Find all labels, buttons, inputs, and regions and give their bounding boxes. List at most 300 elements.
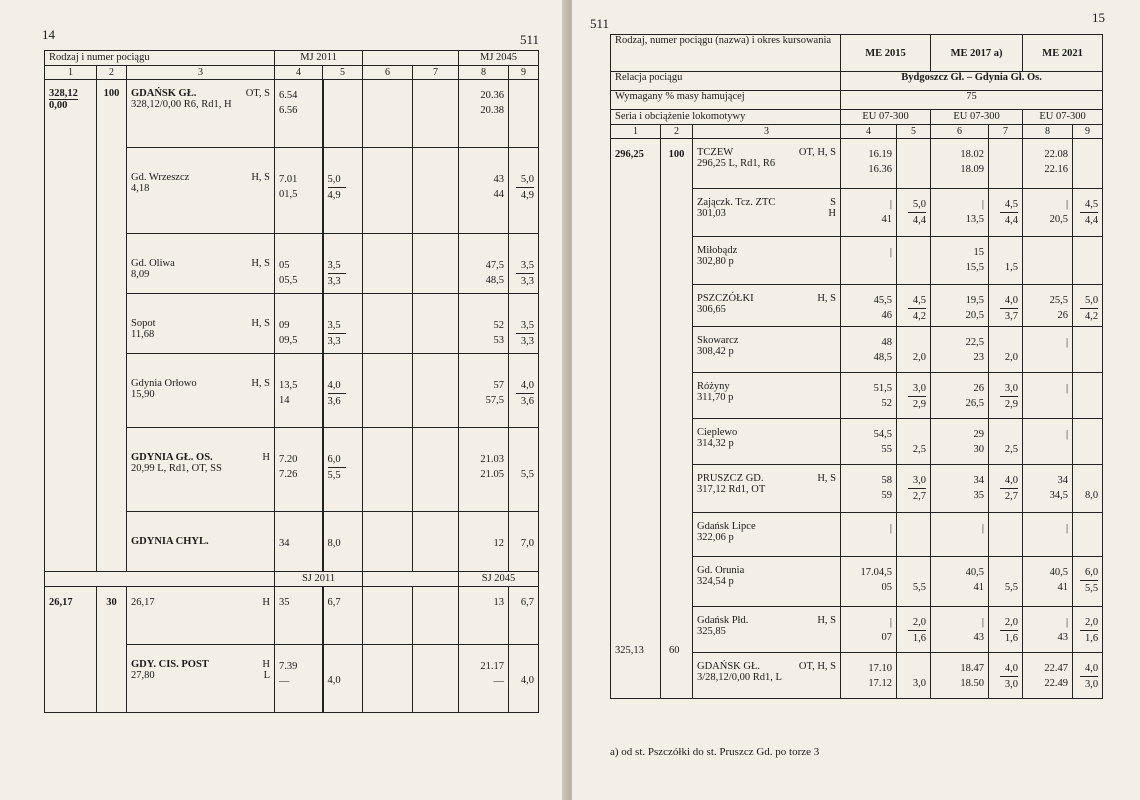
left-run-2045-val-top: 7,0 — [520, 538, 535, 549]
right-time-me2021-val-top: | — [1065, 337, 1069, 348]
left-page — [0, 0, 568, 800]
right-run-me2015 — [897, 139, 931, 189]
left-time-2011-val-top: 09 — [279, 320, 290, 331]
right-header-me2017: ME 2017 a) — [931, 35, 1023, 72]
right-time-me2017-val — [935, 615, 984, 645]
right-run-me2021 — [1073, 419, 1103, 465]
right-time-me2015-val-bottom: 16.36 — [868, 164, 893, 175]
left-time-2045 — [459, 645, 509, 713]
right-time-me2021 — [1023, 419, 1073, 465]
seria-value-2: EU 07-300 — [931, 110, 1023, 125]
left-run-2045-val-top: 5,0 — [516, 172, 534, 188]
right-time-me2017-val-top: 40,5 — [965, 567, 985, 578]
left-station-km-code: L — [263, 670, 271, 681]
right-time-me2015-val-top: 51,5 — [873, 383, 893, 394]
right-time-me2015-val-bottom: 05 — [881, 582, 893, 593]
right-station-km-line — [697, 484, 836, 495]
left-time-2045-val-bottom: 44 — [493, 189, 505, 200]
left-empty-col6 — [363, 148, 413, 234]
right-page — [572, 0, 1140, 800]
left-run-2011-val — [328, 88, 359, 103]
right-time-me2021-val-bottom: 43 — [1057, 632, 1069, 643]
right-station-codes: OT, H, S — [798, 661, 837, 672]
left-empty-col6 — [363, 512, 413, 572]
right-time-me2021-val — [1027, 197, 1068, 227]
left-run-2045 — [509, 587, 539, 645]
left-time-2045-val-top: 12 — [493, 538, 505, 549]
right-time-me2015 — [841, 557, 897, 607]
left-time-2045 — [459, 512, 509, 572]
right-time-me2017-val-top: 19,5 — [965, 295, 985, 306]
left-time-2045-val-bottom: 20.38 — [480, 105, 505, 116]
right-time-me2017-val — [935, 381, 984, 411]
left-station-name-line — [131, 318, 270, 329]
right-time-me2021-val-bottom: 20,5 — [1049, 214, 1069, 225]
right-station-name-line — [697, 197, 836, 208]
left-empty-col7 — [413, 512, 459, 572]
right-run-me2021-val-bottom: 3,0 — [1084, 679, 1099, 690]
left-time-2045-val-top: 57 — [493, 380, 505, 391]
right-time-me2015-val — [845, 615, 892, 645]
right-run-me2015-val-top: 4,5 — [908, 293, 926, 309]
left-run-2011-val — [328, 172, 359, 203]
right-run-me2017-val — [993, 661, 1018, 692]
right-run-me2017-val-bottom: 2,0 — [1004, 352, 1019, 363]
right-run-me2015-val-bottom: 2,9 — [912, 399, 927, 410]
right-station-km: 325,85 — [697, 626, 726, 637]
left-run-2045-val: 4,0 — [520, 675, 535, 686]
right-time-me2021-val-bottom: 22.16 — [1044, 164, 1069, 175]
left-time-2045 — [459, 234, 509, 294]
left-station-name-line — [131, 452, 270, 463]
right-time-me2017-val-bottom: 15,5 — [965, 262, 985, 273]
right-run-me2017-val-top: 3,0 — [1000, 381, 1018, 397]
right-time-me2021-val-top: | — [1065, 383, 1069, 394]
left-time-2045-val-bottom: — — [493, 676, 505, 687]
right-time-me2015-val-bottom: 17.12 — [868, 678, 893, 689]
right-time-me2017-val — [935, 147, 984, 177]
right-time-me2021-val — [1027, 565, 1068, 595]
left-empty-col6 — [363, 80, 413, 148]
right-time-me2021-val-bottom: 34,5 — [1049, 490, 1069, 501]
right-run-me2017-val — [993, 245, 1018, 275]
left-time-2045-val — [463, 452, 504, 482]
left-sj-2011: SJ 2011 — [275, 572, 363, 587]
right-time-me2017-val-top: 26 — [973, 383, 985, 394]
relacja-value: Bydgoszcz Gł. – Gdynia Gł. Os. — [841, 72, 1103, 91]
right-run-me2017-val-top: 2,0 — [1000, 615, 1018, 631]
right-time-me2015-val-bottom: 59 — [881, 490, 893, 501]
right-time-me2021-val-top: | — [1065, 199, 1069, 210]
right-time-me2015-val-top: | — [889, 523, 893, 534]
right-col-number: 6 — [931, 125, 989, 139]
right-run-me2017-val — [993, 381, 1018, 412]
left-time-2011-val — [279, 452, 318, 482]
seria-label: Seria i obciążenie lokomotywy — [611, 110, 841, 125]
left-empty-col6 — [363, 428, 413, 512]
left-empty-col6 — [363, 234, 413, 294]
right-run-me2017 — [989, 419, 1023, 465]
left-time-2045-val-top: 20.36 — [480, 90, 505, 101]
right-run-me2021-val — [1077, 427, 1098, 442]
left-col-number: 9 — [509, 66, 539, 80]
right-station-cell — [693, 327, 841, 373]
right-station-name: Gd. Orunia — [697, 565, 745, 576]
right-run-me2017-val-top: 4,0 — [1000, 473, 1018, 489]
right-time-me2021-val-top: | — [1065, 429, 1069, 440]
right-time-me2017-val-top: 15 — [973, 247, 985, 258]
right-col-number: 8 — [1023, 125, 1073, 139]
right-time-me2015-val-bottom: 46 — [881, 310, 893, 321]
left-run-2011-val — [328, 258, 359, 289]
right-col-number: 3 — [693, 125, 841, 139]
left-station-cell — [127, 587, 275, 645]
right-time-me2021-val-top: 40,5 — [1049, 567, 1069, 578]
right-station-km-line — [697, 304, 836, 315]
right-run-me2017-val-bottom: 3,0 — [1004, 679, 1019, 690]
left-run-2045 — [509, 512, 539, 572]
right-run-me2021-val — [1077, 615, 1098, 646]
right-km-end: 325,13 — [615, 645, 644, 656]
left-page-number: 14 — [42, 27, 55, 42]
right-time-me2021-val — [1027, 661, 1068, 691]
left-run-2011-val-bottom: 3,3 — [327, 276, 341, 287]
left-time-2011-val-bottom: 14 — [279, 395, 290, 406]
right-time-me2021-val — [1027, 615, 1068, 645]
left-time-2045-val — [463, 378, 504, 408]
right-time-me2017-val — [935, 427, 984, 457]
right-run-me2021 — [1073, 465, 1103, 513]
right-run-me2015-val — [901, 245, 926, 260]
left-empty-col7 — [413, 354, 459, 428]
right-time-me2017 — [931, 189, 989, 237]
left-time-2045-val — [463, 258, 504, 288]
left-run-2045 — [509, 428, 539, 512]
right-run-me2021-val-bottom: 8,0 — [1084, 490, 1099, 501]
right-time-me2017-val-top: 34 — [973, 475, 985, 486]
left-time-2011 — [275, 428, 323, 512]
right-time-me2021 — [1023, 237, 1073, 285]
right-time-me2015-val — [845, 381, 892, 411]
right-run-me2021-val — [1077, 293, 1098, 324]
left-run-2011-val-bottom: 5,5 — [327, 470, 341, 481]
right-run-me2017 — [989, 557, 1023, 607]
right-run-me2017-val-bottom: 2,5 — [1004, 444, 1019, 455]
right-header-title: Rodzaj, numer pociągu (nazwa) i okres kursowania — [611, 35, 841, 72]
left-station-cell — [127, 354, 275, 428]
right-time-me2017-val-top: | — [981, 523, 985, 534]
right-run-me2015-val — [901, 197, 926, 228]
right-run-me2021 — [1073, 653, 1103, 699]
right-run-me2021-val — [1077, 521, 1098, 536]
left-station-name-line — [131, 378, 270, 389]
right-run-me2015-val — [901, 661, 926, 691]
right-table-code: 511 — [590, 16, 610, 31]
right-run-me2021-val — [1077, 147, 1098, 162]
right-station-km: 302,80 p — [697, 256, 734, 267]
right-station-km: 301,03 — [697, 208, 726, 219]
left-time-2045-val-bottom: 53 — [493, 335, 505, 346]
left-station-name: GDAŃSK GŁ. — [131, 88, 197, 99]
left-station-cell — [127, 148, 275, 234]
right-run-me2021 — [1073, 139, 1103, 189]
right-time-me2017-val-bottom: 35 — [973, 490, 985, 501]
left-time-2011-val-top: 6.54 — [279, 90, 298, 101]
left-time-2011-val — [279, 318, 318, 348]
right-time-me2021-val — [1027, 245, 1068, 260]
right-run-me2017-val-bottom: 2,9 — [1004, 399, 1019, 410]
left-run-2011 — [323, 80, 363, 148]
right-time-me2021-val-bottom: 26 — [1057, 310, 1069, 321]
left-station-km-line — [131, 670, 270, 681]
seria-value-3: EU 07-300 — [1023, 110, 1103, 125]
left-run-2011-val-bottom: 3,3 — [327, 336, 341, 347]
right-col-number: 5 — [897, 125, 931, 139]
left-km-start: 328,12 — [49, 88, 78, 99]
right-train-col2: 100 — [668, 149, 685, 160]
left-run-2011-val-bottom: 4,9 — [327, 190, 341, 201]
right-station-km-line — [697, 626, 836, 637]
left-train-end: 30 — [97, 587, 127, 713]
right-station-name-line — [697, 147, 836, 158]
left-run-2011 — [323, 587, 363, 645]
left-empty-col7 — [413, 148, 459, 234]
right-run-me2015-val-bottom: 4,4 — [912, 215, 927, 226]
left-run-2045-val — [513, 258, 534, 289]
right-time-me2015-val-top: | — [889, 247, 893, 258]
left-col-number: 7 — [413, 66, 459, 80]
left-station-km: 11,68 — [131, 329, 155, 340]
left-time-2011-val-top: 13,5 — [279, 380, 298, 391]
left-time-2045-val-top: 43 — [493, 174, 505, 185]
left-run-2045-val — [513, 172, 534, 203]
left-time-2045-val-top: 52 — [493, 320, 505, 331]
right-time-me2015-val-top: 17.10 — [868, 663, 893, 674]
right-time-me2015-val-top: 17.04,5 — [860, 567, 893, 578]
left-header-mj2011: MJ 2011 — [275, 51, 363, 66]
right-run-me2015-val — [901, 473, 926, 504]
left-sj-blank — [45, 572, 275, 587]
right-run-me2015-val — [901, 147, 926, 162]
right-time-me2017-val-bottom: 18.50 — [960, 678, 985, 689]
left-time-2011-val — [279, 536, 318, 551]
right-time-me2017-val — [935, 197, 984, 227]
left-run-2045-val-bottom: 3,3 — [520, 336, 535, 347]
left-run-2011 — [323, 294, 363, 354]
left-station-km: 15,90 — [131, 389, 155, 400]
left-empty-col7 — [413, 294, 459, 354]
right-time-me2015-val-bottom: 07 — [881, 632, 893, 643]
left-time-2011-val-bottom: 7.26 — [279, 469, 298, 480]
right-time-me2021 — [1023, 139, 1073, 189]
left-station-cell — [127, 645, 275, 713]
left-time-2011-val — [279, 659, 318, 689]
left-time-2045 — [459, 354, 509, 428]
left-run-2011-val-top: 5,0 — [328, 172, 346, 188]
right-run-me2021-val-top: 2,0 — [1080, 615, 1098, 631]
seria-value-1: EU 07-300 — [841, 110, 931, 125]
right-station-km-line — [697, 438, 836, 449]
left-run-2011 — [323, 234, 363, 294]
right-station-km: 311,70 p — [697, 392, 734, 403]
right-station-name: Gdańsk Płd. — [697, 615, 749, 626]
right-time-me2021-val-top: 22.47 — [1044, 663, 1069, 674]
right-timetable — [610, 34, 1103, 699]
right-time-me2015 — [841, 285, 897, 327]
right-time-me2017-val-bottom: 18.09 — [960, 164, 985, 175]
right-time-me2015 — [841, 513, 897, 557]
left-col-number: 4 — [275, 66, 323, 80]
left-time-2011-val-bottom: 6.56 — [279, 105, 298, 116]
right-time-me2015-val-top: 48 — [881, 337, 893, 348]
right-time-me2017 — [931, 653, 989, 699]
hamulec-value: 75 — [841, 91, 1103, 110]
right-run-me2015 — [897, 557, 931, 607]
right-run-me2021-val-top: 4,5 — [1080, 197, 1098, 213]
right-time-me2017-val-top: 18.47 — [960, 663, 985, 674]
right-station-name: Gdańsk Lipce — [697, 521, 756, 532]
right-time-me2015 — [841, 465, 897, 513]
left-run-2011-val-top: 6,0 — [328, 452, 346, 468]
right-station-km-line — [697, 392, 836, 403]
right-time-me2017-val-bottom: 41 — [973, 582, 985, 593]
left-run-2045-val — [513, 536, 534, 551]
right-run-me2021-val — [1077, 381, 1098, 396]
right-run-me2015-val-bottom: 3,0 — [912, 678, 927, 689]
right-run-me2021-val-top: 6,0 — [1080, 565, 1098, 581]
right-station-name-line — [697, 335, 836, 346]
left-time-2045-val-top: 47,5 — [485, 260, 505, 271]
left-time-2011-val — [279, 88, 318, 118]
right-run-me2015-val-top: 5,0 — [908, 197, 926, 213]
right-time-me2015 — [841, 189, 897, 237]
right-header-me2015: ME 2015 — [841, 35, 931, 72]
left-time-2011-val-bottom: 01,5 — [279, 189, 298, 200]
left-time-2011-val: 35 — [279, 597, 290, 608]
left-run-2011-val — [328, 452, 359, 483]
right-time-me2017-val — [935, 473, 984, 503]
left-run-2011-val — [328, 378, 359, 409]
right-time-me2017-val-top: | — [981, 199, 985, 210]
right-run-me2017 — [989, 237, 1023, 285]
right-time-me2021 — [1023, 513, 1073, 557]
right-time-me2015 — [841, 327, 897, 373]
right-run-me2017 — [989, 513, 1023, 557]
left-run-2011-val: 6,7 — [327, 597, 341, 608]
left-station-cell — [127, 428, 275, 512]
left-time-2011-val-top: 7.01 — [279, 174, 298, 185]
right-train-cell — [661, 139, 693, 699]
left-run-2011 — [323, 512, 363, 572]
left-km-start-2: 0,00 — [49, 100, 68, 111]
left-sj-blank-2 — [363, 572, 459, 587]
right-time-me2021 — [1023, 607, 1073, 653]
left-run-2011-val — [328, 536, 359, 551]
left-time-2045-val — [463, 659, 504, 689]
right-station-name: PSZCZÓŁKI — [697, 293, 754, 304]
right-station-name-line — [697, 473, 836, 484]
left-train-col2: 100 — [97, 80, 127, 572]
right-time-me2021-val — [1027, 427, 1068, 442]
right-time-me2015-val-top: 16.19 — [868, 149, 893, 160]
right-station-cell — [693, 513, 841, 557]
right-run-me2015-val-bottom: 2,7 — [912, 491, 927, 502]
left-station-name-line — [131, 659, 270, 670]
right-run-me2015-val-bottom: 5,5 — [912, 582, 927, 593]
left-station-codes: H — [262, 659, 271, 670]
right-time-me2015-val-top: 45,5 — [873, 295, 893, 306]
left-time-2011-val — [279, 172, 318, 202]
left-station-name: GDY. CIS. POST — [131, 659, 209, 670]
right-station-name-line — [697, 565, 836, 576]
right-run-me2021-val — [1077, 197, 1098, 228]
right-run-me2017 — [989, 373, 1023, 419]
left-run-2045 — [509, 645, 539, 713]
left-run-2045 — [509, 354, 539, 428]
left-run-2011-val-top: 4,0 — [328, 378, 346, 394]
left-empty-col7 — [413, 587, 459, 645]
right-run-me2021 — [1073, 557, 1103, 607]
right-run-me2021 — [1073, 237, 1103, 285]
left-run-2045-val — [513, 318, 534, 349]
left-time-2011-val-top: 34 — [279, 538, 290, 549]
right-station-km-line — [697, 672, 836, 683]
left-run-2011 — [323, 148, 363, 234]
left-station-codes: H, S — [251, 378, 271, 389]
left-station-codes: H, S — [251, 172, 271, 183]
left-station-name: Gd. Oliwa — [131, 258, 175, 269]
left-run-2045-val — [513, 378, 534, 409]
left-time-2011 — [275, 512, 323, 572]
right-time-me2021-val-top: 25,5 — [1049, 295, 1069, 306]
right-time-me2015-val-bottom: 52 — [881, 398, 893, 409]
left-station-km: 4,18 — [131, 183, 150, 194]
right-time-me2015-val-bottom: 48,5 — [873, 352, 893, 363]
right-station-km-line — [697, 158, 836, 169]
right-run-me2015 — [897, 513, 931, 557]
right-time-me2017-val — [935, 245, 984, 275]
left-empty-col6 — [363, 354, 413, 428]
left-station-codes: OT, S — [245, 88, 271, 99]
right-time-me2015 — [841, 139, 897, 189]
right-station-cell — [693, 237, 841, 285]
left-run-2011-val-top: 8,0 — [327, 538, 341, 549]
left-run-2045-val — [513, 88, 534, 103]
right-time-me2017-val-bottom: 23 — [973, 352, 985, 363]
left-station-name-line — [131, 172, 270, 183]
right-time-me2017 — [931, 557, 989, 607]
right-station-codes: OT, H, S — [798, 147, 837, 158]
right-run-me2017-val — [993, 427, 1018, 457]
left-run-2011 — [323, 645, 363, 713]
left-station-name: Gdynia Orłowo — [131, 378, 197, 389]
right-run-me2015-val — [901, 427, 926, 457]
left-run-2045 — [509, 148, 539, 234]
left-station-codes: H, S — [251, 318, 271, 329]
left-time-2011 — [275, 354, 323, 428]
right-run-me2015-val-top: 2,0 — [908, 615, 926, 631]
right-station-name-line — [697, 293, 836, 304]
right-time-me2017-val-bottom: 30 — [973, 444, 985, 455]
right-time-me2015-val — [845, 147, 892, 177]
left-station-codes: H — [262, 452, 271, 463]
left-run-2045-val-bottom: 5,5 — [520, 469, 535, 480]
right-run-me2021-val — [1077, 565, 1098, 596]
right-station-name: GDAŃSK GŁ. — [697, 661, 760, 672]
right-run-me2017-val-bottom: 1,6 — [1004, 633, 1019, 644]
right-time-me2017-val-top: 18.02 — [960, 149, 985, 160]
left-station-name: GDYNIA GŁ. OS. — [131, 452, 213, 463]
